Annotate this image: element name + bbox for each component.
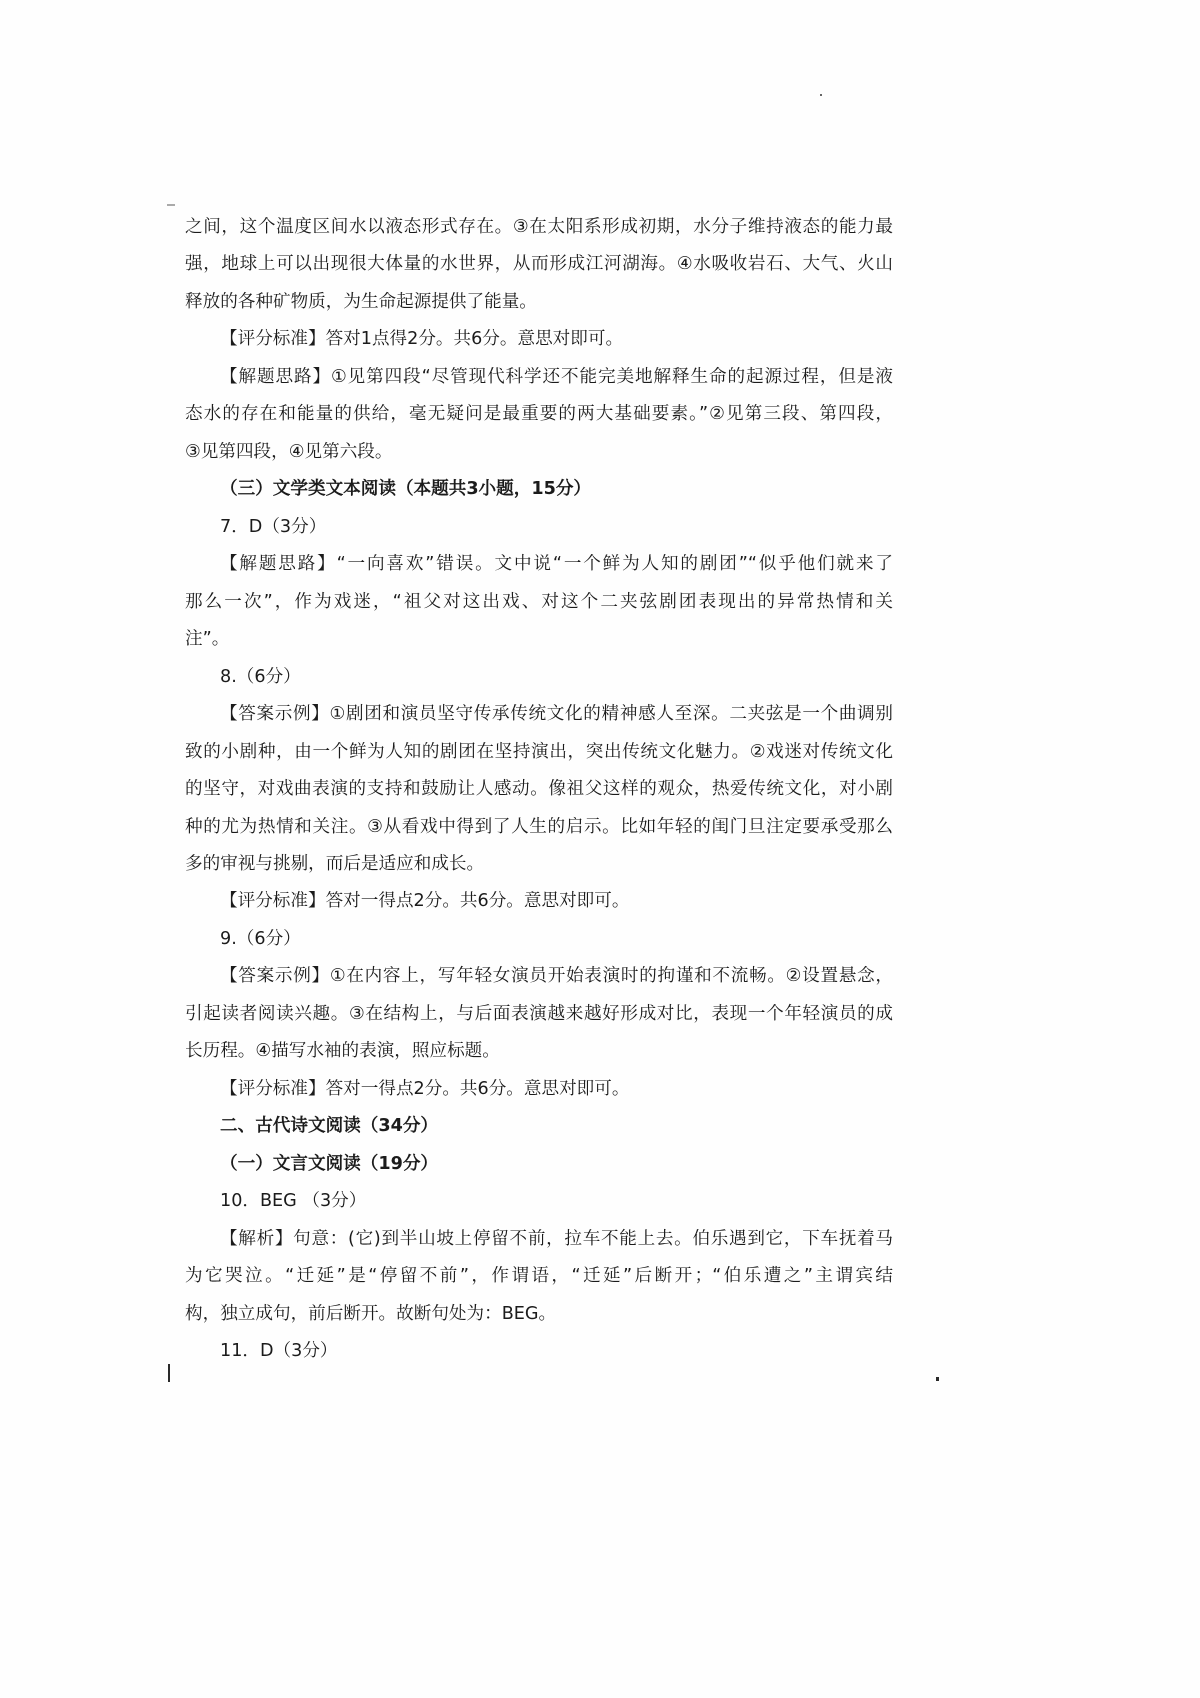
q8-block xyxy=(185,659,893,921)
q6-continued-line: 强，地球上可以出现很大体量的水世界，从而形成江河湖海。④水吸收岩石、大气、火山 xyxy=(185,254,893,275)
q7-answer: 7．D（3分） xyxy=(220,516,327,537)
q10-analysis-line: 为它哭泣。“迁延”是“停留不前”，作谓语，“迁延”后断开；“伯乐遭之”主谓宾结 xyxy=(185,1266,893,1287)
q10-answer: 10．BEG （3分） xyxy=(220,1191,367,1212)
q6-solution-line: 态水的存在和能量的供给，毫无疑问是最重要的两大基础要素。”②见第三段、第四段， xyxy=(185,404,893,425)
scan-bar-left xyxy=(168,1364,170,1382)
q9-scoring-standard: 【评分标准】答对一得点2分。共6分。意思对即可。 xyxy=(220,1078,630,1099)
q8-scoring-standard: 【评分标准】答对一得点2分。共6分。意思对即可。 xyxy=(220,891,630,912)
q7-block xyxy=(185,509,893,659)
section-heading-classical-prose: （一）文言文阅读（19分） xyxy=(220,1153,439,1174)
q8-answer: 8.（6分） xyxy=(220,666,301,687)
q8-example-line: 致的小剧种，由一个鲜为人知的剧团在坚持演出，突出传统文化魅力。②戏迷对传统文化 xyxy=(185,741,893,762)
scan-speck-top xyxy=(820,94,822,96)
q8-example-line: 【答案示例】①剧团和演员坚守传承传统文化的精神感人至深。二夹弦是一个曲调别 xyxy=(220,704,893,725)
q8-example-line: 的坚守，对戏曲表演的支持和鼓励让人感动。像祖父这样的观众，热爱传统文化，对小剧 xyxy=(185,779,893,800)
q10-analysis-line: 【解析】句意：(它)到半山坡上停留不前，拉车不能上去。伯乐遇到它，下车抚着马 xyxy=(220,1228,893,1249)
q10-block xyxy=(185,1183,893,1333)
q6-continued-paragraph xyxy=(185,209,893,321)
q11-block xyxy=(185,1333,893,1370)
q9-example-line: 长历程。④描写水袖的表演，照应标题。 xyxy=(185,1041,500,1062)
scan-dash-left xyxy=(167,204,175,206)
q6-scoring-standard: 【评分标准】答对1点得2分。共6分。意思对即可。 xyxy=(220,329,624,350)
q8-example-line: 多的审视与挑剔，而后是适应和成长。 xyxy=(185,853,485,874)
q6-solution-line: 【解题思路】①见第四段“尽管现代科学还不能完美地解释生命的起源过程，但是液 xyxy=(220,366,893,387)
q6-solution-line: ③见第四段，④见第六段。 xyxy=(185,441,393,462)
answer-key-body xyxy=(185,209,893,1371)
q6-continued-line: 释放的各种矿物质，为生命起源提供了能量。 xyxy=(185,291,537,312)
q8-example-line: 种的尤为热情和关注。③从看戏中得到了人生的启示。比如年轻的闺门旦注定要承受那么 xyxy=(185,816,893,837)
q7-solution-line: 那么一次”，作为戏迷，“祖父对这出戏、对这个二夹弦剧团表现出的异常热情和关 xyxy=(185,591,893,612)
q9-example-line: 引起读者阅读兴趣。③在结构上，与后面表演越来越好形成对比，表现一个年轻演员的成 xyxy=(185,1003,893,1024)
q7-solution-line: 注”。 xyxy=(185,629,230,650)
q7-solution-line: 【解题思路】“一向喜欢”错误。文中说“一个鲜为人知的剧团”“似乎他们就来了 xyxy=(220,554,893,575)
q9-block xyxy=(185,921,893,1108)
q10-analysis-line: 构，独立成句，前后断开。故断句处为：BEG。 xyxy=(185,1303,557,1324)
section-heading-literary: （三）文学类文本阅读（本题共3小题，15分） xyxy=(220,479,592,500)
q6-solution-paragraph xyxy=(185,359,893,471)
q11-answer: 11．D（3分） xyxy=(220,1341,338,1362)
part-heading-classical-poetry: 二、古代诗文阅读（34分） xyxy=(220,1116,439,1137)
q9-example-line: 【答案示例】①在内容上，写年轻女演员开始表演时的拘谨和不流畅。②设置悬念， xyxy=(220,966,893,987)
q9-answer: 9.（6分） xyxy=(220,928,301,949)
q6-continued-line: 之间，这个温度区间水以液态形式存在。③在太阳系形成初期，水分子维持液态的能力最 xyxy=(185,217,893,237)
scan-speck-bottom xyxy=(936,1377,939,1381)
